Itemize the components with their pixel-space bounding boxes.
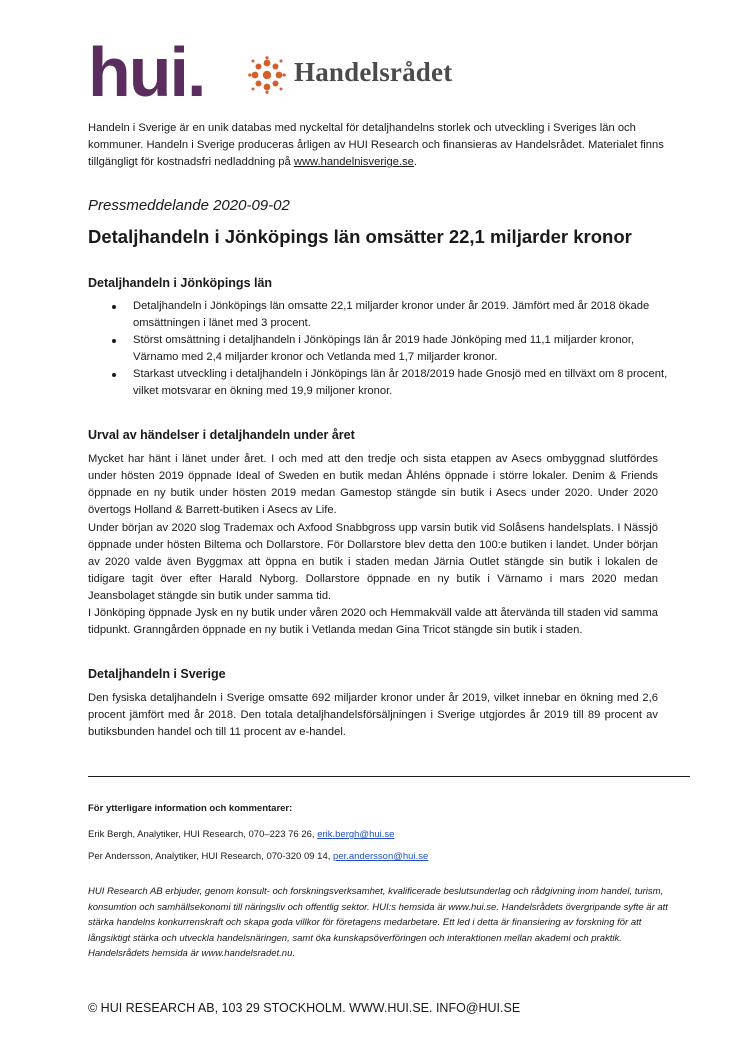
handelsradet-logo: [248, 56, 488, 96]
hui-logo: [88, 40, 212, 102]
handelsradet-flower-icon: [248, 56, 286, 94]
list-item: [88, 298, 668, 332]
bullet-icon: [112, 339, 116, 343]
email-link-per[interactable]: per.andersson@hui.se: [333, 851, 429, 862]
header-logos: [88, 40, 508, 104]
list-item-text: Störst omsättning i detaljhandeln i Jönköpings län år 2019 hade Jönköping med 11,1 miljarder kronor, Värnamo med 2,4 miljarder kronor och Vetlanda med 1,7 miljarder kronor.: [133, 334, 635, 363]
press-release-date: Pressmeddelande 2020-09-02: [88, 197, 290, 214]
section-heading-events: Urval av händelser i detaljhandeln under året: [88, 428, 355, 442]
footer: © HUI RESEARCH AB, 103 29 STOCKHOLM. WWW.HUI.SE. INFO@HUI.SE: [88, 1001, 521, 1015]
headline: Detaljhandeln i Jönköpings län omsätter 22,1 miljarder kronor: [88, 226, 632, 247]
sverige-paragraph: Den fysiska detaljhandeln i Sverige omsatte 692 miljarder kronor under år 2019, vilket innebar en ökning med 2,6 procent jämfört med år 2018. Den totala detaljhandelsförsäljningen i Sverige utgjordes år 2019 till 89 procent av butiksbunden handel och till 11 procent av e-handel.: [88, 692, 658, 738]
intro-suffix: .: [413, 156, 418, 168]
handelsradet-wordmark: Handelsrådet: [294, 57, 453, 87]
section-heading-sverige: Detaljhandeln i Sverige: [88, 667, 226, 681]
contact-text: Erik Bergh, Analytiker, HUI Research, 070–223 76 26,: [88, 829, 318, 840]
contact-line: [88, 829, 394, 840]
contact-text: Per Andersson, Analytiker, HUI Research, 070-320 09 14,: [88, 851, 334, 862]
key-figures-list: [88, 298, 668, 400]
svg-text:hui.: hui.: [88, 40, 205, 102]
events-paragraph: I Jönköping öppnade Jysk en ny butik under våren 2020 och Hemmakväll valde att återvända till staden vid samma tidpunkt. Granngården öppnade en ny butik i Vetlanda medan Gina Tricot stängde sin butik i staden.: [88, 607, 658, 636]
list-item: [88, 332, 668, 366]
list-item-text: Starkast utveckling i detaljhandeln i Jönköpings län år 2018/2019 hade Gnosjö med en tillväxt om 8 procent, vilket motsvarar en ökning med 19,9 miljoner kronor.: [133, 368, 668, 397]
about-paragraph: HUI Research AB erbjuder, genom konsult- och forskningsverksamhet, kvalificerade beslutsunderlag och rådgivning inom handel, turism, konsumtion och samhällsekonomi till näringsliv och offentlig sektor. HUI:s hemsida är www.hui.se. Handelsrådets övergripande syfte är att stärka handelns konkurrenskraft och skapa goda villkor för företagens medarbetare. Ett led i detta är finansiering av forskning för att långsiktigt stärka och utveckla handelsnäringen, samt öka kunskapsöverföringen och interaktionen mellan akademi och praktik. Handelsrådets hemsida är www.handelsradet.nu.: [88, 886, 668, 959]
email-link-erik[interactable]: erik.bergh@hui.se: [317, 829, 395, 840]
intro-paragraph: [88, 120, 668, 171]
intro-text: Handeln i Sverige är en unik databas med nyckeltal för detaljhandelns storlek och utveckling i Sveriges län och kommuner. Handeln i Sverige produceras årligen av HUI Research och finansieras av Handelsrådet. Materialet finns tillgängligt för kostnadsfri nedladdning på: [88, 122, 664, 168]
section-heading-jonkoping: Detaljhandeln i Jönköpings län: [88, 276, 273, 290]
list-item: [88, 366, 668, 400]
contact-heading: För ytterligare information och kommentarer:: [88, 803, 293, 814]
events-paragraph: Under början av 2020 slog Trademax och Axfood Snabbgross upp varsin butik vid Solåsens handelsplats. I Nässjö öppnade under hösten Biltema och Dollarstore. För Dollarstore blev detta den 100:e butiken i landet. Under början av 2020 valde även Byggmax att öppna en butik i staden medan Järnia Outlet stängde sin butik i lokalen de tidigare tagit över efter Harald Nyborg. Dollarstore öppnade en ny butik i Värnamo i mars 2020 medan Jeansbolaget stängde sin butik under samma tid.: [88, 522, 658, 602]
events-paragraph: Mycket har hänt i länet under året. I och med att den tredje och sista etappen av Asecs ombyggnad slutfördes under hösten 2019 öppnade Ideal of Sweden en butik medan Åhléns öppnade i större lokaler. Denim & Friends öppnade en ny butik under hösten 2019 medan Gamestop stängde sin butik i Asecs under 2020. Under 2020 övertogs Holland & Barrett-butiken i Asecs av Life.: [88, 453, 658, 516]
bullet-icon: [112, 373, 116, 377]
list-item-text: Detaljhandeln i Jönköpings län omsatte 22,1 miljarder kronor under år 2019. Jämfört med år 2018 ökade omsättningen i länet med 3 procent.: [133, 300, 650, 329]
contact-line: [88, 851, 428, 862]
handelnisverige-link[interactable]: www.handelnisverige.se: [293, 156, 414, 168]
divider: [88, 776, 690, 777]
bullet-icon: [112, 305, 116, 309]
